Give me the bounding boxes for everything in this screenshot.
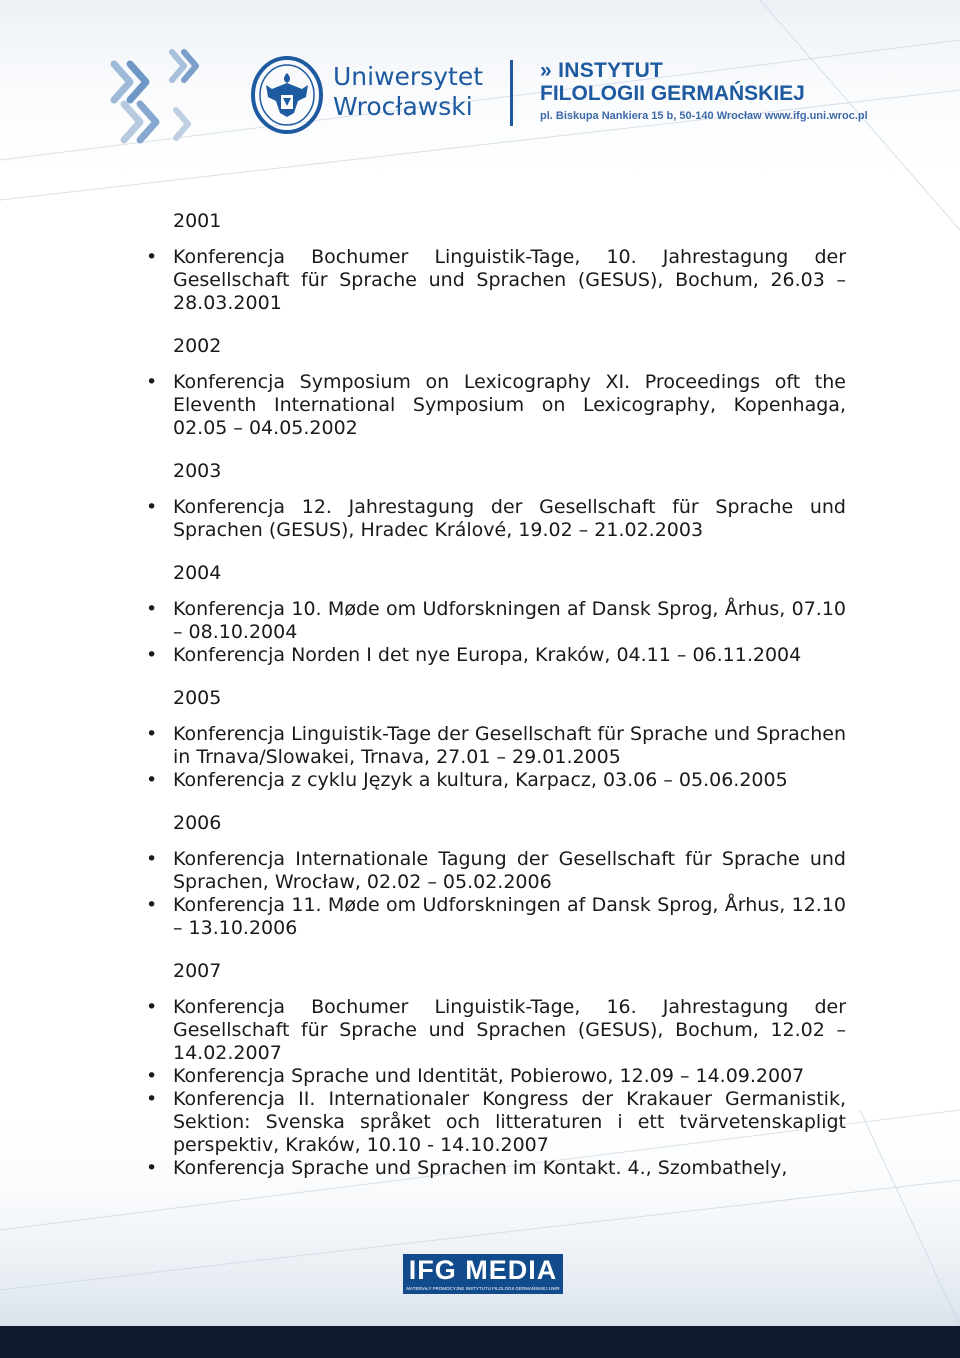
list-item: • Konferencja z cyklu Język a kultura, Karpacz, 03.06 – 05.06.2005 (146, 769, 846, 792)
institute-block (540, 60, 868, 126)
conference-items (146, 996, 846, 1180)
conference-list (146, 210, 846, 1180)
institute-address: pl. Biskupa Nankiera 15 b, 50-140 Wrocław www.ifg.uni.wroc.pl (540, 110, 868, 122)
header-divider (510, 60, 513, 126)
university-name (333, 62, 483, 122)
ifg-media-logo-subtext: MATERIAŁY PROMOCYJNE INSTYTUTU FILOLOGII GERMAŃSKIEJ UWR (406, 1286, 560, 1291)
year-heading: 2005 (173, 687, 222, 709)
list-item: • Konferencja 12. Jahrestagung der Gesellschaft für Sprache und Sprachen (GESUS), Hradec Králové, 19.02 – 21.02.2003 (146, 496, 846, 542)
ifg-media-logo-text: IFG MEDIA (408, 1255, 558, 1285)
list-item: • Konferencja Bochumer Linguistik-Tage, 10. Jahrestagung der Gesellschaft für Sprache und Sprachen (GESUS), Bochum, 26.03 – 28.03.2001 (146, 246, 846, 315)
year-heading: 2003 (173, 460, 222, 482)
institute-line2: FILOLOGII GERMAŃSKIEJ (540, 82, 805, 105)
year-heading: 2006 (173, 812, 222, 834)
institute-line1: » INSTYTUT (540, 59, 664, 82)
bottom-bar (0, 1326, 960, 1358)
conference-items (146, 496, 846, 542)
page-header (0, 0, 960, 160)
list-item: • Konferencja Bochumer Linguistik-Tage, 16. Jahrestagung der Gesellschaft für Sprache und Sprachen (GESUS), Bochum, 12.02 – 14.02.2007 (146, 996, 846, 1065)
list-item: • Konferencja Symposium on Lexicography XI. Proceedings oft the Eleventh International Symposium on Lexicography, Kopenhaga, 02.05 – 04.05.2002 (146, 371, 846, 440)
list-item: • Konferencja Sprache und Identität, Pobierowo, 12.09 – 14.09.2007 (146, 1065, 846, 1088)
list-item: • Konferencja Sprache und Sprachen im Kontakt. 4., Szombathely, (146, 1157, 846, 1180)
conference-items (146, 371, 846, 440)
list-item: • Konferencja 11. Møde om Udforskningen af Dansk Sprog, Århus, 12.10 – 13.10.2006 (146, 894, 846, 940)
conference-items (146, 246, 846, 315)
university-name-line2: Wrocławski (333, 92, 473, 121)
year-heading: 2002 (173, 335, 222, 357)
university-name-line1: Uniwersytet (333, 62, 483, 91)
university-eagle-logo (250, 55, 324, 135)
list-item: • Konferencja 10. Møde om Udforskningen af Dansk Sprog, Århus, 07.10 – 08.10.2004 (146, 598, 846, 644)
conference-items (146, 723, 846, 792)
ifg-media-logo (403, 1254, 563, 1294)
chevrons-icon (104, 44, 214, 154)
list-item: • Konferencja Internationale Tagung der Gesellschaft für Sprache und Sprachen, Wrocław, 02.02 – 05.02.2006 (146, 848, 846, 894)
list-item: • Konferencja Norden I det nye Europa, Kraków, 04.11 – 06.11.2004 (146, 644, 846, 667)
list-item: • Konferencja II. Internationaler Kongress der Krakauer Germanistik, Sektion: Svenska språket och litteraturen i ett tvärvetenskapligt perspektiv, Kraków, 10.10 - 14.10.2007 (146, 1088, 846, 1157)
year-heading: 2001 (173, 210, 222, 232)
conference-items (146, 848, 846, 940)
year-heading: 2004 (173, 562, 222, 584)
list-item: • Konferencja Linguistik-Tage der Gesellschaft für Sprache und Sprachen in Trnava/Slowakei, Trnava, 27.01 – 29.01.2005 (146, 723, 846, 769)
year-heading: 2007 (173, 960, 222, 982)
conference-items (146, 598, 846, 667)
